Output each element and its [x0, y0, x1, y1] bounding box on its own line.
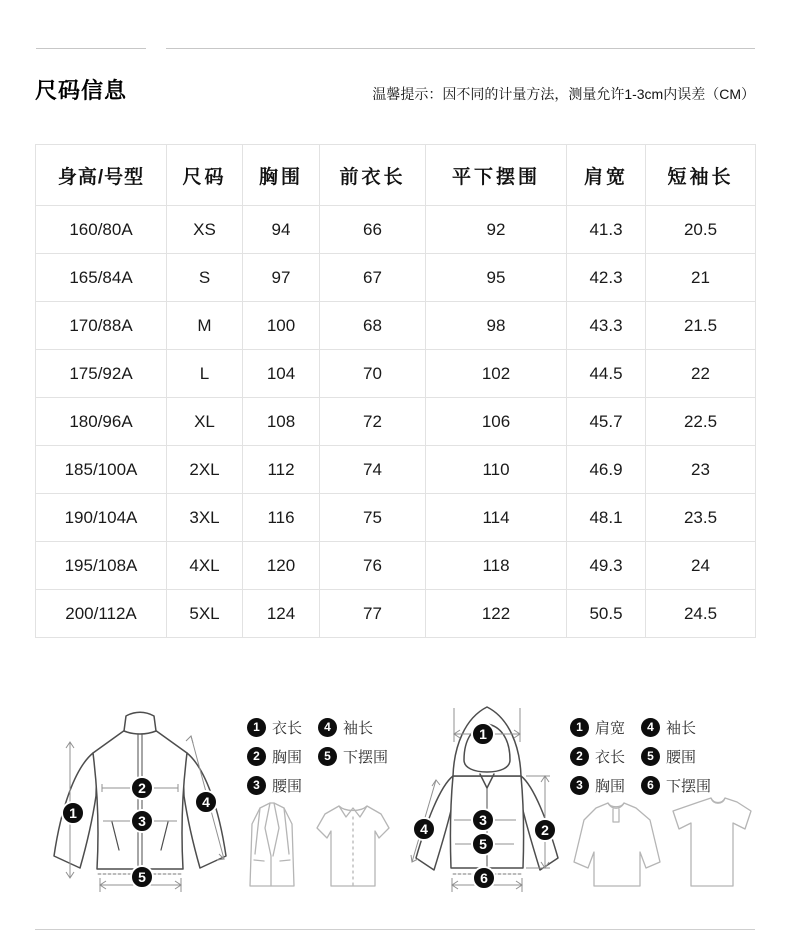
bottom-divider	[35, 929, 755, 930]
table-cell: 195/108A	[36, 542, 167, 590]
measure-number-badge: 2	[570, 747, 589, 766]
table-cell: 5XL	[167, 590, 243, 638]
hoodie-measure-legend	[570, 716, 711, 796]
table-cell: 92	[426, 206, 567, 254]
table-cell: 160/80A	[36, 206, 167, 254]
table-cell: 116	[243, 494, 320, 542]
table-row	[36, 302, 756, 350]
legend-label: 腰围	[272, 777, 303, 795]
table-cell: 170/88A	[36, 302, 167, 350]
longsleeve-neck	[608, 803, 624, 807]
top-divider-right	[166, 48, 755, 49]
legend-label: 肩宽	[595, 719, 626, 737]
table-cell: 185/100A	[36, 446, 167, 494]
column-header: 胸围	[243, 145, 320, 206]
jacket-measure-diagram	[40, 698, 240, 910]
table-cell: 190/104A	[36, 494, 167, 542]
table-cell: 110	[426, 446, 567, 494]
measure-tolerance-note: 温馨提示：因不同的计量方法，测量允许1-3cm内误差（CM）	[372, 86, 755, 102]
legend-item	[318, 716, 388, 738]
column-header: 短袖长	[646, 145, 756, 206]
table-cell: 114	[426, 494, 567, 542]
measure-marker-1: 1	[61, 801, 85, 825]
table-cell: 95	[426, 254, 567, 302]
section-header	[35, 74, 755, 108]
measure-number-badge: 5	[318, 747, 337, 766]
table-cell: 43.3	[567, 302, 646, 350]
table-cell: 45.7	[567, 398, 646, 446]
legend-item	[641, 745, 711, 767]
measure-number-badge: 2	[247, 747, 266, 766]
table-cell: 102	[426, 350, 567, 398]
measure-number-badge: 4	[318, 718, 337, 737]
legend-label: 袖长	[666, 719, 697, 737]
table-row	[36, 206, 756, 254]
longsleeve-body	[574, 803, 660, 886]
table-cell: L	[167, 350, 243, 398]
legend-item	[318, 745, 388, 767]
legend-label: 衣长	[595, 748, 626, 766]
column-header: 尺码	[167, 145, 243, 206]
table-cell: 72	[320, 398, 426, 446]
table-cell: 106	[426, 398, 567, 446]
table-cell: 104	[243, 350, 320, 398]
table-cell: 180/96A	[36, 398, 167, 446]
table-cell: 67	[320, 254, 426, 302]
legend-label: 袖长	[343, 719, 374, 737]
table-cell: 42.3	[567, 254, 646, 302]
table-cell: 46.9	[567, 446, 646, 494]
measure-marker-2: 2	[130, 776, 154, 800]
table-cell: 24	[646, 542, 756, 590]
measure-number-badge: 3	[247, 776, 266, 795]
table-cell: 21.5	[646, 302, 756, 350]
blazer-and-shirt-illustration	[238, 796, 423, 896]
table-cell: 108	[243, 398, 320, 446]
measuring-guide	[35, 698, 755, 912]
size-chart-table	[35, 144, 756, 638]
legend-label: 衣长	[272, 719, 303, 737]
table-cell: 100	[243, 302, 320, 350]
table-cell: 24.5	[646, 590, 756, 638]
table-cell: 175/92A	[36, 350, 167, 398]
table-cell: 2XL	[167, 446, 243, 494]
table-cell: 124	[243, 590, 320, 638]
table-cell: 49.3	[567, 542, 646, 590]
table-cell: 41.3	[567, 206, 646, 254]
tshirt-body	[673, 798, 751, 886]
table-cell: XS	[167, 206, 243, 254]
table-row	[36, 350, 756, 398]
table-cell: 23	[646, 446, 756, 494]
table-row	[36, 398, 756, 446]
measure-marker-3: 3	[471, 808, 495, 832]
top-divider-left	[36, 48, 146, 49]
legend-item	[247, 716, 302, 738]
measure-marker-3: 3	[130, 809, 154, 833]
measure-marker-4: 4	[412, 817, 436, 841]
table-row	[36, 494, 756, 542]
measure-number-badge: 1	[247, 718, 266, 737]
table-cell: 98	[426, 302, 567, 350]
table-cell: 94	[243, 206, 320, 254]
table-cell: 66	[320, 206, 426, 254]
legend-item	[641, 774, 711, 796]
table-cell: 68	[320, 302, 426, 350]
table-cell: 44.5	[567, 350, 646, 398]
measure-number-badge: 4	[641, 718, 660, 737]
table-cell: 21	[646, 254, 756, 302]
column-header: 前衣长	[320, 145, 426, 206]
legend-item	[247, 774, 302, 796]
table-cell: 50.5	[567, 590, 646, 638]
table-row	[36, 542, 756, 590]
table-cell: 200/112A	[36, 590, 167, 638]
table-header-row	[36, 145, 756, 206]
measure-marker-2: 2	[533, 818, 557, 842]
legend-item	[247, 745, 302, 767]
table-cell: 48.1	[567, 494, 646, 542]
measure-marker-5: 5	[471, 832, 495, 856]
legend-label: 腰围	[666, 748, 697, 766]
table-cell: S	[167, 254, 243, 302]
table-row	[36, 446, 756, 494]
legend-label: 胸围	[595, 777, 626, 795]
jacket-collar	[124, 712, 156, 734]
measure-marker-1: 1	[471, 722, 495, 746]
legend-label: 下摆围	[343, 748, 389, 766]
column-header: 身高/号型	[36, 145, 167, 206]
table-row	[36, 254, 756, 302]
measure-number-badge: 6	[641, 776, 660, 795]
column-header: 肩宽	[567, 145, 646, 206]
table-cell: 22	[646, 350, 756, 398]
legend-item	[570, 716, 625, 738]
table-cell: 20.5	[646, 206, 756, 254]
measure-number-badge: 3	[570, 776, 589, 795]
measure-marker-4: 4	[194, 790, 218, 814]
page-title: 尺码信息	[35, 78, 128, 103]
measure-number-badge: 1	[570, 718, 589, 737]
table-cell: 77	[320, 590, 426, 638]
table-cell: 120	[243, 542, 320, 590]
table-cell: 70	[320, 350, 426, 398]
hoodie-measure-diagram	[408, 698, 583, 910]
table-cell: 122	[426, 590, 567, 638]
measure-marker-5: 5	[130, 865, 154, 889]
table-cell: 76	[320, 542, 426, 590]
table-cell: 118	[426, 542, 567, 590]
jacket-measure-legend	[247, 716, 388, 796]
table-cell: 112	[243, 446, 320, 494]
tee-illustrations	[568, 796, 758, 896]
table-cell: 97	[243, 254, 320, 302]
table-cell: XL	[167, 398, 243, 446]
table-cell: 4XL	[167, 542, 243, 590]
legend-label: 胸围	[272, 748, 303, 766]
table-row	[36, 590, 756, 638]
table-cell: 3XL	[167, 494, 243, 542]
table-cell: 165/84A	[36, 254, 167, 302]
table-cell: M	[167, 302, 243, 350]
table-cell: 74	[320, 446, 426, 494]
measure-number-badge: 5	[641, 747, 660, 766]
column-header: 平下摆围	[426, 145, 567, 206]
table-cell: 23.5	[646, 494, 756, 542]
legend-item	[570, 774, 625, 796]
table-cell: 75	[320, 494, 426, 542]
legend-item	[570, 745, 625, 767]
measure-marker-6: 6	[472, 866, 496, 890]
table-cell: 22.5	[646, 398, 756, 446]
legend-label: 下摆围	[666, 777, 712, 795]
legend-item	[641, 716, 711, 738]
